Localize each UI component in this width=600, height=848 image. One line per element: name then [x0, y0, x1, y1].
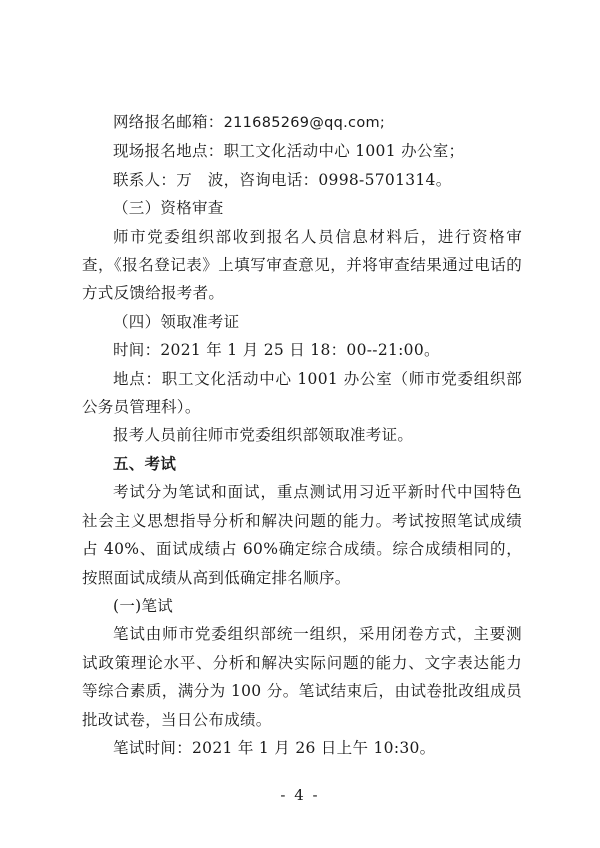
- written-exam-heading: (一)笔试: [113, 596, 174, 615]
- document-body: [82, 108, 522, 762]
- section-4-heading: （四）领取准考证: [113, 312, 240, 331]
- section-3-body: 师市党委组织部收到报名人员信息材料后，进行资格审查，《报名登记表》上填写审查意见，并将审查结果通过电话的方式反馈给报考者。: [82, 227, 522, 303]
- section-3-heading: （三）资格审查: [113, 199, 224, 218]
- network-registration-email: [82, 108, 522, 137]
- contact-info: 联系人：万 波，咨询电话：0998-5701314。: [113, 170, 452, 189]
- page-number: - 4 -: [280, 786, 320, 804]
- section-4-note: 报考人员前往师市党委组织部领取准考证。: [113, 426, 414, 445]
- email-address: 211685269@qq.com;: [223, 115, 386, 131]
- email-label: 网络报名邮箱：: [113, 113, 224, 131]
- section-4-location: 地点：职工文化活动中心 1001 办公室（师市党委组织部公务员管理科）。: [82, 369, 522, 417]
- written-exam-body: 笔试由师市党委组织部统一组织，采用闭卷方式，主要测试政策理论水平、分析和解决实际问题的能力、文字表达能力等综合素质，满分为 100 分。笔试结束后，由试卷批改组成员批改试卷，当日公布成绩。: [82, 625, 522, 729]
- written-exam-time: 笔试时间：2021 年 1 月 26 日上午 10:30。: [113, 738, 436, 757]
- section-5-body: 考试分为笔试和面试，重点测试用习近平新时代中国特色社会主义思想指导分析和解决问题的能力。考试按照笔试成绩占 40%、面试成绩占 60%确定综合成绩。综合成绩相同的，按照面试成绩从高到低确定排名顺序。: [82, 483, 522, 587]
- section-4-time: 时间：2021 年 1 月 25 日 18：00--21:00。: [113, 341, 440, 360]
- section-5-heading: 五、考试: [113, 453, 177, 473]
- onsite-registration-location: 现场报名地点：职工文化活动中心 1001 办公室；: [113, 142, 465, 161]
